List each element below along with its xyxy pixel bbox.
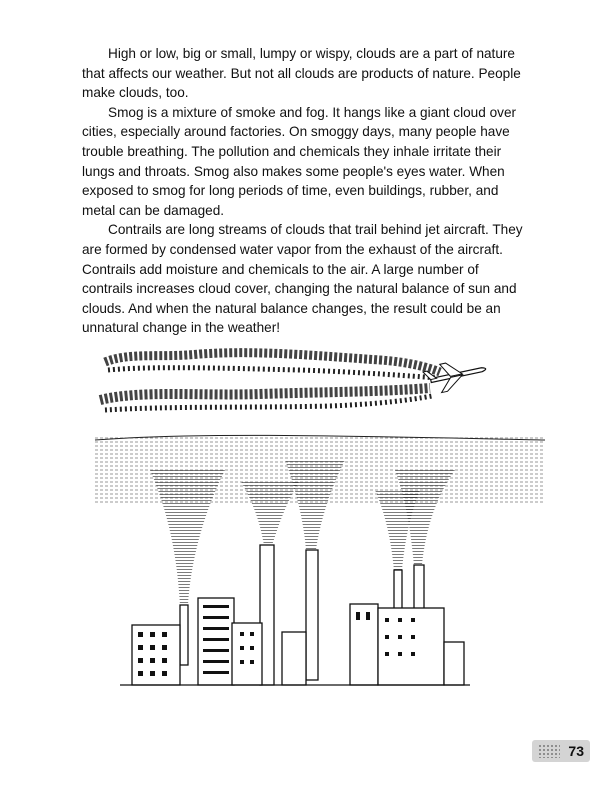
page-number [532,740,590,762]
contrail-icon [100,353,440,410]
smog-factory-illustration [0,340,600,740]
page-number-text: 73 [568,743,584,759]
factory-building-icon [120,598,470,685]
body-text [82,44,527,338]
smog-cloud-icon [95,435,545,605]
paragraph-intro: High or low, big or small, lumpy or wispy, clouds are a part of nature that affects our weather. But not all clouds are products of nature. People make clouds, too. [82,46,521,101]
jet-airplane-icon [422,355,488,395]
paragraph-smog: Smog is a mixture of smoke and fog. It hangs like a giant cloud over cities, especially around factories. On smoggy days, many people have trouble breathing. The pollution and chemicals they inhale irritate their lungs and throats. Smog also makes some people's eyes water. When exposed to smog for long periods of time, even buildings, rubber, and metal can be damaged. [82,104,517,218]
paragraph-contrails: Contrails are long streams of clouds that trail behind jet aircraft. They are formed by condensed water vapor from the exhaust of the aircraft. Contrails add moisture and chemicals to the air. A large number of contrails increases cloud cover, changing the natural balance of sun and clouds. And when the natural balance changes, the result could be an unnatural change in the weather! [82,222,523,336]
